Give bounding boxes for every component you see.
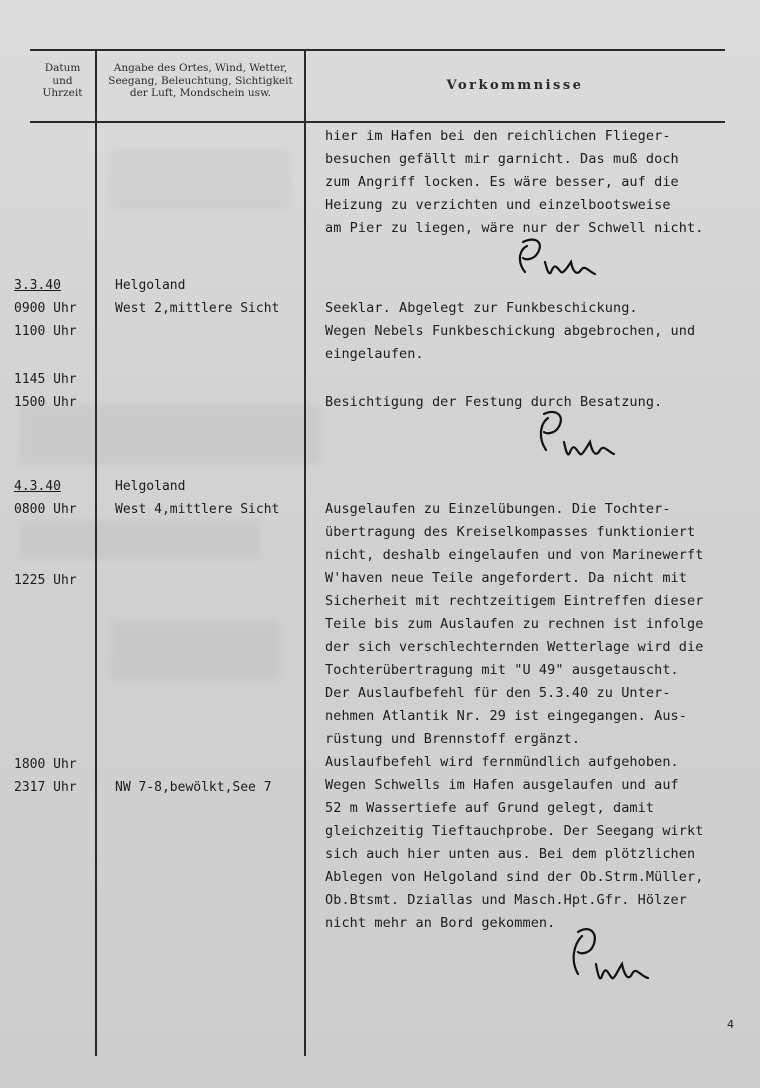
- entry-line: übertragung des Kreiselkompasses funktioniert: [325, 524, 696, 540]
- col-divider-1: [95, 51, 97, 1056]
- signature-3: [560, 920, 660, 992]
- entry-line: Teile bis zum Auslaufen zu rechnen ist infolge: [325, 616, 704, 632]
- carry-line: besuchen gefällt mir garnicht. Das muß doch: [325, 151, 679, 167]
- header-col1-line: Datum: [44, 62, 81, 74]
- entry-line: nehmen Atlantik Nr. 29 ist eingegangen. Aus-: [325, 708, 688, 724]
- header-col2-line: der Luft, Mondschein usw.: [129, 87, 272, 99]
- time-label: 0900 Uhr: [14, 301, 77, 316]
- entry-line: Seeklar. Abgelegt zur Funkbeschickung.: [325, 300, 638, 316]
- entry-line: nicht, deshalb eingelaufen und von Marinewerft: [325, 547, 704, 563]
- weather-label: West 2,mittlere Sicht: [115, 301, 280, 316]
- entry-line: Ausgelaufen zu Einzelübungen. Die Tochter-: [325, 501, 671, 517]
- header-col2-line: Angabe des Ortes, Wind, Wetter,: [113, 62, 288, 74]
- entry-line: sich auch hier unten aus. Bei dem plötzlichen: [325, 846, 696, 862]
- place-label: Helgoland: [115, 479, 186, 494]
- time-label: 1100 Uhr: [14, 324, 77, 339]
- time-label: 1225 Uhr: [14, 573, 77, 588]
- entry-line: eingelaufen.: [325, 346, 424, 362]
- entry-line: Besichtigung der Festung durch Besatzung.: [325, 394, 663, 410]
- header-col1-line: Uhrzeit: [42, 87, 83, 99]
- entry-line: Ob.Btsmt. Dziallas und Masch.Hpt.Gfr. Hölzer: [325, 892, 688, 908]
- entry-line: Wegen Nebels Funkbeschickung abgebrochen, und: [325, 323, 696, 339]
- header-date-time: [30, 62, 95, 100]
- entry-line: nicht mehr an Bord gekommen.: [325, 915, 556, 931]
- time-label: 1500 Uhr: [14, 395, 77, 410]
- date-label: 3.3.40: [14, 278, 61, 293]
- entry-line: Ablegen von Helgoland sind der Ob.Strm.Müller,: [325, 869, 704, 885]
- time-label: 1145 Uhr: [14, 372, 77, 387]
- header-location-weather: [97, 62, 304, 100]
- place-label: Helgoland: [115, 278, 186, 293]
- signature-2: [528, 404, 628, 466]
- entry-line: Auslaufbefehl wird fernmündlich aufgehoben.: [325, 754, 679, 770]
- entry-line: der sich verschlechternden Wetterlage wird die: [325, 639, 704, 655]
- header-events: Vorkommnisse: [446, 78, 584, 93]
- entry-line: Tochterübertragung mit "U 49" ausgetauscht.: [325, 662, 679, 678]
- top-rule: [30, 49, 725, 51]
- weather-label: West 4,mittlere Sicht: [115, 502, 280, 517]
- entry-line: Wegen Schwells im Hafen ausgelaufen und auf: [325, 777, 679, 793]
- carry-line: am Pier zu liegen, wäre nur der Schwell nicht.: [325, 220, 704, 236]
- entry-line: Sicherheit mit rechtzeitigem Eintreffen dieser: [325, 593, 704, 609]
- entry-line: gleichzeitig Tieftauchprobe. Der Seegang wirkt: [325, 823, 704, 839]
- weather-label: NW 7-8,bewölkt,See 7: [115, 780, 272, 795]
- date-label: 4.3.40: [14, 479, 61, 494]
- entry-line: rüstung und Brennstoff ergänzt.: [325, 731, 581, 747]
- time-label: 1800 Uhr: [14, 757, 77, 772]
- entry-line: W'haven neue Teile angefordert. Da nicht mit: [325, 570, 688, 586]
- entry-line: 52 m Wassertiefe auf Grund gelegt, damit: [325, 800, 655, 816]
- carry-line: hier im Hafen bei den reichlichen Flieger-: [325, 128, 671, 144]
- carry-line: Heizung zu verzichten und einzelbootsweise: [325, 197, 671, 213]
- page-number: 4: [727, 1018, 734, 1031]
- header-col2-line: Seegang, Beleuchtung, Sichtigkeit: [108, 74, 293, 87]
- entry-line: Der Auslaufbefehl für den 5.3.40 zu Unter-: [325, 685, 671, 701]
- header-col1-line: und: [52, 74, 73, 87]
- time-label: 0800 Uhr: [14, 502, 77, 517]
- carry-line: zum Angriff locken. Es wäre besser, auf die: [325, 174, 679, 190]
- header-rule: [30, 121, 725, 123]
- time-label: 2317 Uhr: [14, 780, 77, 795]
- signature-1: [505, 232, 615, 284]
- col-divider-2: [304, 51, 306, 1056]
